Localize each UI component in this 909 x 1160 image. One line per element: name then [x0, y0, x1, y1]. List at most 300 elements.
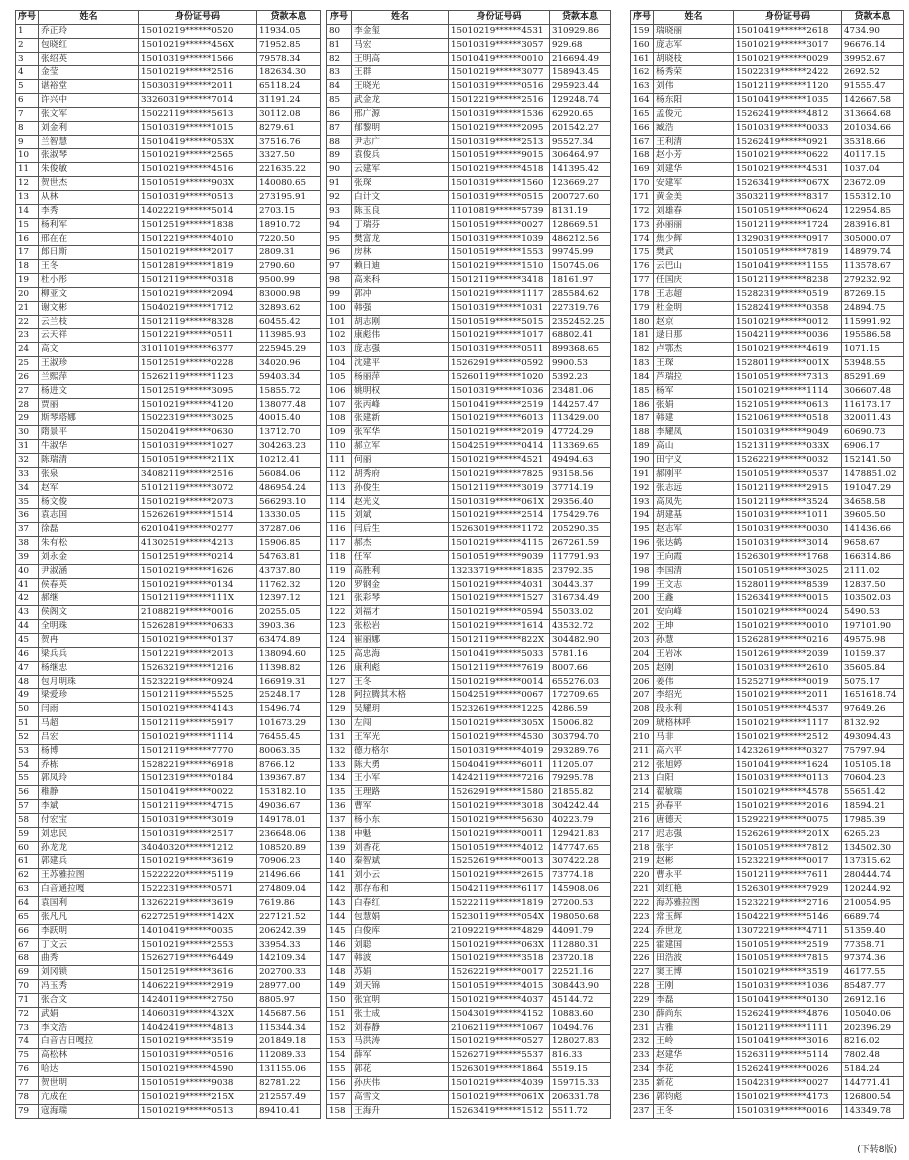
- cell-loan-amount: 26912.16: [842, 993, 904, 1007]
- cell-index: 124: [327, 633, 352, 647]
- cell-index: 185: [631, 384, 654, 398]
- cell-index: 175: [631, 246, 654, 260]
- cell-name: 谌裕堂: [39, 80, 139, 94]
- cell-id-number: 15030319******2011: [139, 80, 257, 94]
- cell-loan-amount: 142667.58: [842, 94, 904, 108]
- cell-index: 94: [327, 218, 352, 232]
- cell-loan-amount: 71952.85: [257, 38, 321, 52]
- cell-loan-amount: 34658.58: [842, 495, 904, 509]
- cell-name: 康利彪: [352, 661, 449, 675]
- cell-id-number: 15010319******1560: [449, 177, 550, 191]
- cell-index: 53: [16, 744, 39, 758]
- cell-id-number: 15010319******0516: [449, 80, 550, 94]
- cell-index: 136: [327, 800, 352, 814]
- cell-index: 30: [16, 426, 39, 440]
- cell-id-number: 15012119******3524: [734, 495, 842, 509]
- cell-name: 贾丽: [39, 398, 139, 412]
- cell-name: 韩强: [352, 301, 449, 315]
- cell-loan-amount: 112880.31: [550, 938, 611, 952]
- cell-index: 236: [631, 1090, 654, 1104]
- cell-index: 180: [631, 315, 654, 329]
- table-row: [16, 841, 321, 855]
- cell-id-number: 15010319******1039: [449, 232, 550, 246]
- cell-name: 王坤: [654, 620, 734, 634]
- cell-id-number: 15232219******2716: [734, 897, 842, 911]
- header-loan-amount: 贷款本息: [550, 11, 611, 25]
- cell-index: 143: [327, 897, 352, 911]
- cell-index: 211: [631, 744, 654, 758]
- cell-id-number: 15010519******2519: [734, 938, 842, 952]
- table-row: [327, 107, 611, 121]
- cell-id-number: 15010519******7812: [734, 841, 842, 855]
- cell-loan-amount: 216694.49: [550, 52, 611, 66]
- cell-index: 233: [631, 1049, 654, 1063]
- table-row: [327, 24, 611, 38]
- cell-id-number: 15222319******0571: [139, 883, 257, 897]
- cell-index: 186: [631, 398, 654, 412]
- cell-id-number: 15012119******1111: [734, 1021, 842, 1035]
- cell-id-number: 15012119******2915: [734, 481, 842, 495]
- cell-id-number: 15010319******1036: [734, 980, 842, 994]
- cell-index: 47: [16, 661, 39, 675]
- cell-name: 庞志军: [654, 38, 734, 52]
- cell-loan-amount: 37516.76: [257, 135, 321, 149]
- cell-loan-amount: 197101.90: [842, 620, 904, 634]
- cell-id-number: 15010419******0022: [139, 786, 257, 800]
- table-row: [327, 855, 611, 869]
- cell-index: 160: [631, 38, 654, 52]
- cell-index: 69: [16, 966, 39, 980]
- cell-index: 72: [16, 1007, 39, 1021]
- cell-loan-amount: 43532.72: [550, 620, 611, 634]
- cell-index: 81: [327, 38, 352, 52]
- cell-loan-amount: 123669.27: [550, 177, 611, 191]
- table-row: [327, 564, 611, 578]
- cell-name: 琥格林呼: [654, 717, 734, 731]
- cell-id-number: 15010319******2517: [139, 827, 257, 841]
- cell-loan-amount: 274809.04: [257, 883, 321, 897]
- cell-index: 100: [327, 301, 352, 315]
- cell-loan-amount: 8805.97: [257, 993, 321, 1007]
- cell-loan-amount: 15496.74: [257, 703, 321, 717]
- cell-id-number: 15010519******211X: [139, 454, 257, 468]
- cell-index: 1: [16, 24, 39, 38]
- table-row: [16, 260, 321, 274]
- table-row: [631, 467, 904, 481]
- cell-name: 云巴山: [654, 260, 734, 274]
- table-row: [631, 620, 904, 634]
- cell-name: 郎日斯: [39, 246, 139, 260]
- cell-id-number: 15040219******1712: [139, 301, 257, 315]
- cell-name: 李秀: [39, 204, 139, 218]
- cell-loan-amount: 62920.65: [550, 107, 611, 121]
- table-row: [16, 1049, 321, 1063]
- table-row: [327, 578, 611, 592]
- cell-loan-amount: 23720.18: [550, 952, 611, 966]
- cell-index: 204: [631, 647, 654, 661]
- cell-id-number: 15262419******0026: [734, 1063, 842, 1077]
- cell-index: 36: [16, 509, 39, 523]
- cell-loan-amount: 2703.15: [257, 204, 321, 218]
- table-row: [16, 107, 321, 121]
- cell-loan-amount: 105105.18: [842, 758, 904, 772]
- cell-loan-amount: 147747.65: [550, 841, 611, 855]
- cell-loan-amount: 29356.40: [550, 495, 611, 509]
- cell-index: 169: [631, 163, 654, 177]
- cell-index: 222: [631, 897, 654, 911]
- cell-id-number: 15010219******3017: [734, 38, 842, 52]
- cell-name: 丁瑞芬: [352, 218, 449, 232]
- cell-loan-amount: 4286.59: [550, 703, 611, 717]
- table-row: [631, 1049, 904, 1063]
- table-row: [327, 675, 611, 689]
- cell-loan-amount: 140080.65: [257, 177, 321, 191]
- cell-index: 141: [327, 869, 352, 883]
- cell-index: 219: [631, 855, 654, 869]
- cell-name: 杨博: [39, 744, 139, 758]
- table-row: [631, 66, 904, 80]
- table-row: [631, 495, 904, 509]
- cell-index: 46: [16, 647, 39, 661]
- cell-id-number: 15210519******0613: [734, 398, 842, 412]
- cell-index: 34: [16, 481, 39, 495]
- cell-loan-amount: 267261.59: [550, 537, 611, 551]
- cell-name: 刘小云: [352, 869, 449, 883]
- cell-id-number: 15010219******3077: [449, 66, 550, 80]
- cell-loan-amount: 295923.44: [550, 80, 611, 94]
- cell-name: 孙丽丽: [654, 218, 734, 232]
- cell-id-number: 15012119******7770: [139, 744, 257, 758]
- cell-name: 李花: [654, 1063, 734, 1077]
- cell-id-number: 15010519******7815: [734, 952, 842, 966]
- table-row: [16, 564, 321, 578]
- cell-loan-amount: 22521.16: [550, 966, 611, 980]
- cell-name: 田浩波: [654, 952, 734, 966]
- table-row: [631, 924, 904, 938]
- cell-id-number: 15012219******2516: [449, 94, 550, 108]
- cell-id-number: 15010219******4516: [139, 163, 257, 177]
- cell-name: 王刚: [654, 980, 734, 994]
- cell-id-number: 15042519******0067: [449, 689, 550, 703]
- cell-id-number: 15010219******0012: [734, 315, 842, 329]
- cell-id-number: 15010219******0594: [449, 606, 550, 620]
- table-row: [16, 592, 321, 606]
- table-row: [327, 509, 611, 523]
- cell-index: 101: [327, 315, 352, 329]
- table-row: [327, 135, 611, 149]
- table-row: [631, 772, 904, 786]
- table-row: [631, 509, 904, 523]
- cell-id-number: 15012119******3019: [449, 481, 550, 495]
- table-row: [327, 80, 611, 94]
- cell-index: 218: [631, 841, 654, 855]
- cell-loan-amount: 9658.67: [842, 537, 904, 551]
- cell-loan-amount: 73774.18: [550, 869, 611, 883]
- cell-id-number: 15230119******054X: [449, 910, 550, 924]
- cell-name: 乔正玲: [39, 24, 139, 38]
- cell-name: 张凡凡: [39, 910, 139, 924]
- cell-index: 154: [327, 1049, 352, 1063]
- table-row: [327, 1063, 611, 1077]
- table-row: [327, 786, 611, 800]
- table-row: [16, 384, 321, 398]
- table-row: [327, 800, 611, 814]
- cell-loan-amount: 46177.55: [842, 966, 904, 980]
- cell-loan-amount: 929.68: [550, 38, 611, 52]
- table-header-row: [16, 11, 321, 25]
- cell-loan-amount: 99745.99: [550, 246, 611, 260]
- cell-id-number: 21062119******1067: [449, 1021, 550, 1035]
- cell-name: 杨继忠: [39, 661, 139, 675]
- cell-name: 臧浩: [654, 121, 734, 135]
- cell-loan-amount: 79578.34: [257, 52, 321, 66]
- table-row: [16, 218, 321, 232]
- cell-name: 武娟: [39, 1007, 139, 1021]
- cell-index: 74: [16, 1035, 39, 1049]
- cell-id-number: 15010219******2016: [734, 800, 842, 814]
- cell-name: 白俊库: [352, 924, 449, 938]
- cell-name: 武金龙: [352, 94, 449, 108]
- cell-index: 121: [327, 592, 352, 606]
- table-row: [327, 1104, 611, 1118]
- cell-loan-amount: 195586.58: [842, 329, 904, 343]
- cell-name: 袁志国: [39, 509, 139, 523]
- cell-name: 梁兵兵: [39, 647, 139, 661]
- cell-id-number: 13290319******0917: [734, 232, 842, 246]
- table-row: [631, 301, 904, 315]
- cell-loan-amount: 304482.90: [550, 633, 611, 647]
- table-row: [631, 897, 904, 911]
- cell-id-number: 15010219******2512: [734, 730, 842, 744]
- cell-name: 郝继: [39, 592, 139, 606]
- table-row: [631, 675, 904, 689]
- cell-loan-amount: 82781.22: [257, 1076, 321, 1090]
- cell-loan-amount: 137315.62: [842, 855, 904, 869]
- cell-id-number: 15022319******3025: [139, 412, 257, 426]
- cell-id-number: 15262219******0017: [449, 966, 550, 980]
- cell-id-number: 15010519******903X: [139, 177, 257, 191]
- table-row: [16, 827, 321, 841]
- cell-id-number: 15010219******1527: [449, 592, 550, 606]
- table-row: [16, 661, 321, 675]
- cell-id-number: 15010219******2019: [449, 426, 550, 440]
- cell-id-number: 15010519******0537: [734, 467, 842, 481]
- cell-id-number: 15010219******1117: [734, 717, 842, 731]
- cell-index: 159: [631, 24, 654, 38]
- cell-loan-amount: 95527.34: [550, 135, 611, 149]
- cell-id-number: 15263419******0015: [734, 592, 842, 606]
- cell-loan-amount: 5519.15: [550, 1063, 611, 1077]
- cell-name: 高松林: [39, 1049, 139, 1063]
- cell-index: 192: [631, 481, 654, 495]
- table-row: [16, 149, 321, 163]
- cell-index: 60: [16, 841, 39, 855]
- cell-index: 64: [16, 897, 39, 911]
- table-row: [16, 869, 321, 883]
- cell-name: 李磊: [654, 993, 734, 1007]
- cell-id-number: 15010519******4537: [734, 703, 842, 717]
- cell-index: 214: [631, 786, 654, 800]
- cell-loan-amount: 47724.29: [550, 426, 611, 440]
- cell-index: 235: [631, 1076, 654, 1090]
- table-row: [631, 1035, 904, 1049]
- table-row: [327, 246, 611, 260]
- cell-index: 224: [631, 924, 654, 938]
- cell-name: 张丙峰: [352, 398, 449, 412]
- cell-loan-amount: 306464.97: [550, 149, 611, 163]
- cell-loan-amount: 3327.50: [257, 149, 321, 163]
- cell-name: 唐德天: [654, 813, 734, 827]
- table-row: [16, 758, 321, 772]
- cell-index: 223: [631, 910, 654, 924]
- cell-id-number: 15222220******5119: [139, 869, 257, 883]
- cell-index: 96: [327, 246, 352, 260]
- cell-id-number: 15010219******3519: [139, 1035, 257, 1049]
- cell-index: 71: [16, 993, 39, 1007]
- cell-index: 155: [327, 1063, 352, 1077]
- cell-loan-amount: 141395.42: [550, 163, 611, 177]
- cell-name: 安建军: [654, 177, 734, 191]
- table-row: [16, 1007, 321, 1021]
- cell-id-number: 15010219******0622: [734, 149, 842, 163]
- table-row: [327, 232, 611, 246]
- cell-index: 118: [327, 550, 352, 564]
- cell-name: 寇海瑞: [39, 1104, 139, 1118]
- cell-index: 167: [631, 135, 654, 149]
- cell-loan-amount: 11205.07: [550, 758, 611, 772]
- cell-index: 212: [631, 758, 654, 772]
- table-row: [16, 855, 321, 869]
- cell-id-number: 15010219******4115: [449, 537, 550, 551]
- cell-name: 邢广源: [352, 107, 449, 121]
- cell-loan-amount: 3903.36: [257, 620, 321, 634]
- cell-id-number: 15010219******4578: [734, 786, 842, 800]
- cell-name: 赵刚: [654, 661, 734, 675]
- cell-loan-amount: 54763.81: [257, 550, 321, 564]
- cell-index: 55: [16, 772, 39, 786]
- cell-name: 金莹: [39, 66, 139, 80]
- cell-name: 张绍英: [39, 52, 139, 66]
- cell-name: 杨文俊: [39, 495, 139, 509]
- table-row: [327, 1049, 611, 1063]
- cell-name: 隋景平: [39, 426, 139, 440]
- cell-index: 145: [327, 924, 352, 938]
- header-name: 姓名: [654, 11, 734, 25]
- cell-name: 任军: [352, 550, 449, 564]
- table-row: [327, 218, 611, 232]
- table-row: [16, 633, 321, 647]
- table-row: [327, 1007, 611, 1021]
- table-row: [16, 80, 321, 94]
- table-row: [631, 869, 904, 883]
- cell-name: 杨东阳: [654, 94, 734, 108]
- cell-id-number: 15010219******4531: [734, 163, 842, 177]
- header-id-number: 身份证号码: [449, 11, 550, 25]
- cell-name: 从林: [39, 190, 139, 204]
- table-row: [327, 343, 611, 357]
- table-row: [327, 841, 611, 855]
- cell-index: 170: [631, 177, 654, 191]
- cell-name: 尹淑涵: [39, 564, 139, 578]
- table-row: [16, 689, 321, 703]
- cell-index: 13: [16, 190, 39, 204]
- cell-name: 樊富龙: [352, 232, 449, 246]
- table-row: [16, 703, 321, 717]
- cell-id-number: 15010319******1027: [139, 440, 257, 454]
- cell-name: 柳亚文: [39, 287, 139, 301]
- cell-loan-amount: 37287.06: [257, 523, 321, 537]
- cell-id-number: 15010319******061X: [449, 495, 550, 509]
- cell-loan-amount: 12397.12: [257, 592, 321, 606]
- cell-id-number: 15010219******4530: [449, 730, 550, 744]
- cell-name: 苏娟: [352, 966, 449, 980]
- cell-index: 20: [16, 287, 39, 301]
- cell-index: 176: [631, 260, 654, 274]
- cell-loan-amount: 122954.85: [842, 204, 904, 218]
- cell-index: 156: [327, 1076, 352, 1090]
- table-row: [16, 509, 321, 523]
- cell-name: 高忠海: [352, 647, 449, 661]
- cell-id-number: 15010219******4531: [449, 24, 550, 38]
- cell-name: 卢鄂杰: [654, 343, 734, 357]
- cell-name: 窦王博: [654, 966, 734, 980]
- cell-loan-amount: 60455.42: [257, 315, 321, 329]
- cell-id-number: 15012119******822X: [449, 633, 550, 647]
- cell-index: 134: [327, 772, 352, 786]
- cell-index: 114: [327, 495, 352, 509]
- table-row: [631, 661, 904, 675]
- cell-loan-amount: 37714.19: [550, 481, 611, 495]
- table-row: [631, 135, 904, 149]
- cell-name: 杨丽萍: [352, 370, 449, 384]
- cell-id-number: 15042119******0036: [734, 329, 842, 343]
- cell-id-number: 15280119******8539: [734, 578, 842, 592]
- cell-index: 12: [16, 177, 39, 191]
- cell-loan-amount: 128669.51: [550, 218, 611, 232]
- cell-index: 80: [327, 24, 352, 38]
- table-row: [631, 38, 904, 52]
- cell-index: 50: [16, 703, 39, 717]
- cell-index: 195: [631, 523, 654, 537]
- cell-name: 海苏雅拉图: [654, 897, 734, 911]
- cell-name: 薛尚东: [654, 1007, 734, 1021]
- cell-loan-amount: 310929.86: [550, 24, 611, 38]
- header-index: 序号: [327, 11, 352, 25]
- cell-id-number: 15010219******2095: [449, 121, 550, 135]
- table-row: [327, 177, 611, 191]
- cell-name: 张琛: [352, 177, 449, 191]
- table-row: [16, 38, 321, 52]
- cell-id-number: 15010319******0516: [139, 1049, 257, 1063]
- cell-loan-amount: 10212.41: [257, 454, 321, 468]
- cell-index: 230: [631, 1007, 654, 1021]
- cell-index: 232: [631, 1035, 654, 1049]
- cell-loan-amount: 227319.76: [550, 301, 611, 315]
- cell-id-number: 14242119******7216: [449, 772, 550, 786]
- cell-loan-amount: 40015.40: [257, 412, 321, 426]
- cell-name: 孙春平: [654, 800, 734, 814]
- table-row: [327, 827, 611, 841]
- cell-id-number: 15010519******1553: [449, 246, 550, 260]
- cell-loan-amount: 158943.45: [550, 66, 611, 80]
- cell-index: 168: [631, 149, 654, 163]
- cell-index: 3: [16, 52, 39, 66]
- table-row: [16, 440, 321, 454]
- cell-name: 杜小彤: [39, 274, 139, 288]
- cell-name: 王海升: [352, 1104, 449, 1118]
- cell-id-number: 15012119******7619: [449, 661, 550, 675]
- cell-loan-amount: 40117.15: [842, 149, 904, 163]
